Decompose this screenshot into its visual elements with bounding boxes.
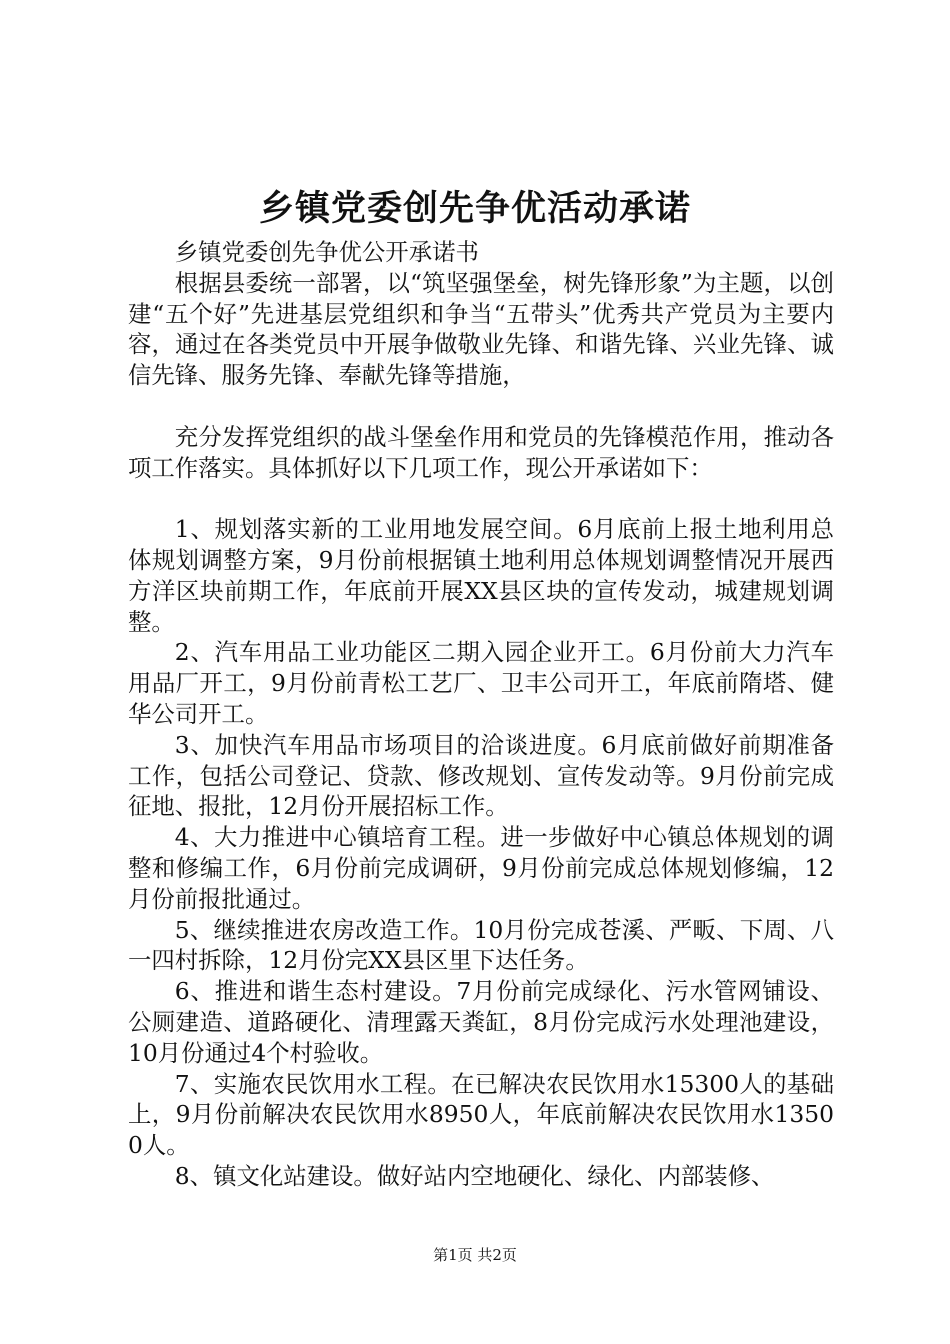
paragraph-item-1: 1、规划落实新的工业用地发展空间。6月底前上报土地利用总体规划调整方案，9月份前根据镇土地利用总体规划调整情况开展西方洋区块前期工作，年底前开展XX县区块的宣传发动，城建规划调整。	[128, 515, 834, 636]
paragraph-item-2: 2、汽车用品工业功能区二期入园企业开工。6月份前大力汽车用品厂开工，9月份前青松工艺厂、卫丰公司开工，年底前隋塔、健华公司开工。	[128, 638, 834, 728]
page-footer: 第1页 共2页	[433, 1246, 517, 1264]
paragraph-subtitle: 乡镇党委创先争优公开承诺书	[174, 238, 479, 266]
paragraph-intro: 根据县委统一部署，以“筑坚强堡垒，树先锋形象”为主题，以创建“五个好”先进基层党组织和争当“五带头”优秀共产党员为主要内容，通过在各类党员中开展争做敬业先锋、和谐先锋、兴业先锋、诚信先锋、服务先锋、奉献先锋等措施，	[128, 268, 834, 390]
paragraph-item-7: 7、实施农民饮用水工程。在已解决农民饮用水15300人的基础上，9月份前解决农民饮用水8950人，年底前解决农民饮用水13500人。	[128, 1069, 834, 1160]
paragraph-item-6: 6、推进和谐生态村建设。7月份前完成绿化、污水管网铺设、公厕建造、道路硬化、清理露天粪缸，8月份完成污水处理池建设，10月份通过4个村验收。	[128, 977, 834, 1067]
paragraph-item-5: 5、继续推进农房改造工作。10月份完成苍溪、严畈、下周、八一四村拆除，12月份完XX县区里下达任务。	[128, 915, 834, 975]
paragraph-item-8: 8、镇文化站建设。做好站内空地硬化、绿化、内部装修、	[174, 1161, 775, 1190]
paragraph-item-3: 3、加快汽车用品市场项目的洽谈进度。6月底前做好前期准备工作，包括公司登记、贷款、修改规划、宣传发动等。9月份前完成征地、报批，12月份开展招标工作。	[128, 730, 834, 821]
document-body	[128, 237, 834, 1192]
paragraph-item-4: 4、大力推进中心镇培育工程。进一步做好中心镇总体规划的调整和修编工作，6月份前完成调研，9月份前完成总体规划修编，12月份前报批通过。	[128, 823, 834, 913]
paragraph-commitment-lead: 充分发挥党组织的战斗堡垒作用和党员的先锋模范作用，推动各项工作落实。具体抓好以下几项工作，现公开承诺如下：	[128, 422, 834, 482]
document-title: 乡镇党委创先争优活动承诺	[258, 188, 691, 229]
